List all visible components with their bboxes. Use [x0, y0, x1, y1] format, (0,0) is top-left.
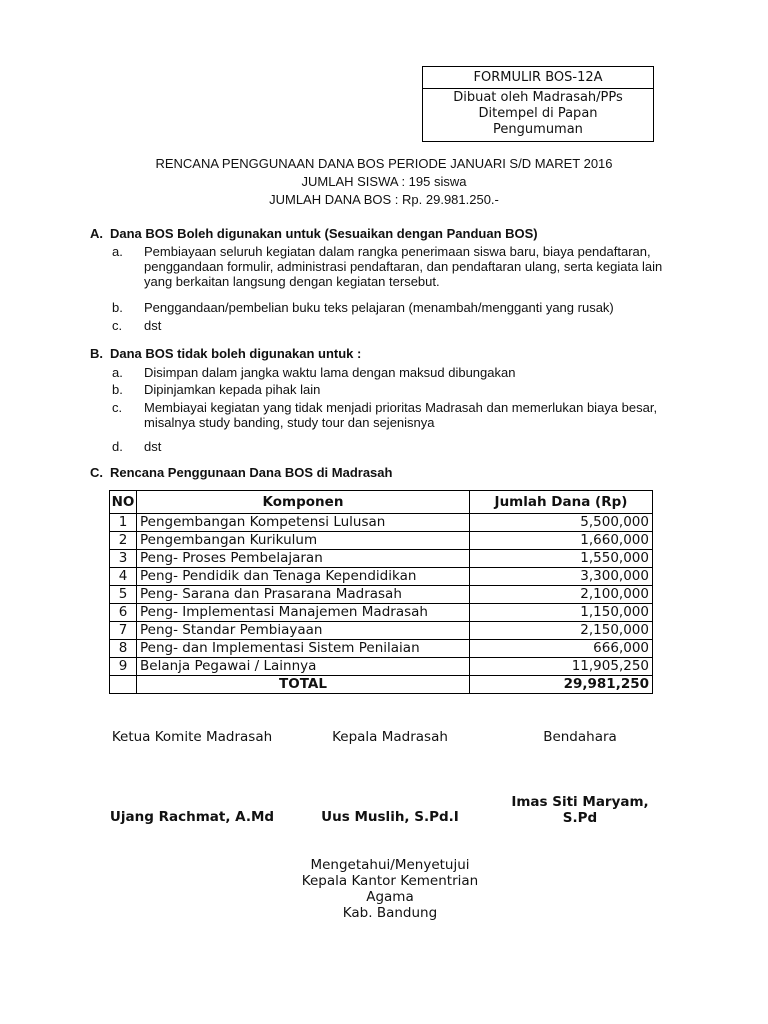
- form-note-line: Pengumuman: [493, 122, 583, 137]
- form-note-line: Ditempel di Papan: [478, 106, 598, 121]
- table-row: [110, 586, 653, 604]
- approval-line: Kab. Bandung: [342, 905, 438, 921]
- list-marker: c.: [112, 318, 123, 333]
- row-number: 2: [110, 532, 137, 550]
- table-row: [110, 640, 653, 658]
- row-amount: 2,150,000: [470, 622, 653, 640]
- list-marker: b.: [112, 300, 123, 315]
- list-marker: c.: [112, 400, 123, 415]
- row-amount: 666,000: [470, 640, 653, 658]
- total-value: 29,981,250: [470, 676, 653, 694]
- list-marker: b.: [112, 382, 123, 397]
- row-number: 6: [110, 604, 137, 622]
- row-component: Pengembangan Kurikulum: [137, 532, 470, 550]
- treasurer-name-line: Imas Siti Maryam,: [511, 794, 649, 810]
- row-component: Peng- Sarana dan Prasarana Madrasah: [137, 586, 470, 604]
- row-number: 5: [110, 586, 137, 604]
- list-text: Pembiayaan seluruh kegiatan dalam rangka penerimaan siswa baru, biaya pendaftaran, penggandaan formulir, administrasi pendaftaran, dan pendaftaran ulang, serta kegiata lain yang berkaitan langsung dengan kegiatan tersebut.: [144, 244, 663, 289]
- row-number: 9: [110, 658, 137, 676]
- list-text: Dipinjamkan kepada pihak lain: [144, 382, 321, 397]
- row-amount: 11,905,250: [470, 658, 653, 676]
- table-row: [110, 532, 653, 550]
- section-title: Dana BOS Boleh digunakan untuk (Sesuaikan dengan Panduan BOS): [110, 226, 538, 241]
- approval-line: Kepala Kantor Kementrian: [301, 873, 479, 889]
- table-header-row: [110, 491, 653, 514]
- list-text: Penggandaan/pembelian buku teks pelajaran (menambah/mengganti yang rusak): [144, 300, 614, 315]
- list-marker: a.: [112, 365, 123, 380]
- total-label: TOTAL: [137, 676, 470, 694]
- list-text: dst: [144, 439, 162, 454]
- section-a-heading: [90, 226, 538, 241]
- committee-role: Ketua Komite Madrasah: [111, 729, 273, 745]
- row-amount: 5,500,000: [470, 514, 653, 532]
- row-component: Peng- Pendidik dan Tenaga Kependidikan: [137, 568, 470, 586]
- form-note: [423, 89, 653, 141]
- list-marker: a.: [112, 244, 123, 259]
- row-number: 1: [110, 514, 137, 532]
- form-code: FORMULIR BOS-12A: [423, 67, 653, 89]
- head-name: Uus Muslih, S.Pd.I: [321, 809, 459, 825]
- approval-line: Mengetahui/Menyetujui: [310, 857, 470, 873]
- section-c-heading: [90, 465, 392, 480]
- table-row: [110, 622, 653, 640]
- table-total-row: [110, 676, 653, 694]
- section-title: Dana BOS tidak boleh digunakan untuk :: [110, 346, 362, 361]
- row-component: Belanja Pegawai / Lainnya: [137, 658, 470, 676]
- list-marker: d.: [112, 439, 123, 454]
- row-number: 8: [110, 640, 137, 658]
- column-header-no: NO: [110, 491, 137, 514]
- treasurer-name: [490, 794, 670, 826]
- column-header-amount: Jumlah Dana (Rp): [470, 491, 653, 514]
- row-amount: 1,550,000: [470, 550, 653, 568]
- form-code-box: [422, 66, 654, 142]
- row-amount: 1,150,000: [470, 604, 653, 622]
- section-letter: C.: [90, 465, 103, 480]
- table-row: [110, 514, 653, 532]
- section-letter: A.: [90, 226, 103, 241]
- table-row: [110, 568, 653, 586]
- approval-line: Agama: [366, 889, 414, 905]
- table-row: [110, 550, 653, 568]
- treasurer-name-line: S.Pd: [562, 810, 598, 826]
- row-number: 3: [110, 550, 137, 568]
- list-text: Membiayai kegiatan yang tidak menjadi prioritas Madrasah dan memerlukan biaya besar, misalnya study banding, study tour dan sejenisnya: [144, 400, 658, 430]
- row-component: Peng- dan Implementasi Sistem Penilaian: [137, 640, 470, 658]
- section-title: Rencana Penggunaan Dana BOS di Madrasah: [110, 465, 393, 480]
- section-letter: B.: [90, 346, 103, 361]
- section-b-heading: [90, 346, 361, 361]
- committee-name: Ujang Rachmat, A.Md: [109, 809, 275, 825]
- row-amount: 3,300,000: [470, 568, 653, 586]
- form-note-line: Dibuat oleh Madrasah/PPs: [453, 90, 623, 105]
- approval-block: [290, 857, 490, 929]
- budget-table: [109, 490, 653, 694]
- row-component: Peng- Proses Pembelajaran: [137, 550, 470, 568]
- list-text: Disimpan dalam jangka waktu lama dengan maksud dibungakan: [144, 365, 516, 380]
- table-row: [110, 604, 653, 622]
- row-amount: 2,100,000: [470, 586, 653, 604]
- column-header-component: Komponen: [137, 491, 470, 514]
- student-count: JUMLAH SISWA : 195 siswa: [301, 174, 467, 189]
- row-number: 4: [110, 568, 137, 586]
- head-role: Kepala Madrasah: [332, 729, 448, 745]
- row-component: Peng- Implementasi Manajemen Madrasah: [137, 604, 470, 622]
- treasurer-role: Bendahara: [543, 729, 617, 745]
- list-text: dst: [144, 318, 162, 333]
- total-empty-cell: [110, 676, 137, 694]
- total-fund: JUMLAH DANA BOS : Rp. 29.981.250.-: [269, 192, 499, 207]
- row-amount: 1,660,000: [470, 532, 653, 550]
- table-row: [110, 658, 653, 676]
- row-component: Peng- Standar Pembiayaan: [137, 622, 470, 640]
- row-number: 7: [110, 622, 137, 640]
- row-component: Pengembangan Kompetensi Lulusan: [137, 514, 470, 532]
- document-title: RENCANA PENGGUNAAN DANA BOS PERIODE JANUARI S/D MARET 2016: [155, 156, 613, 171]
